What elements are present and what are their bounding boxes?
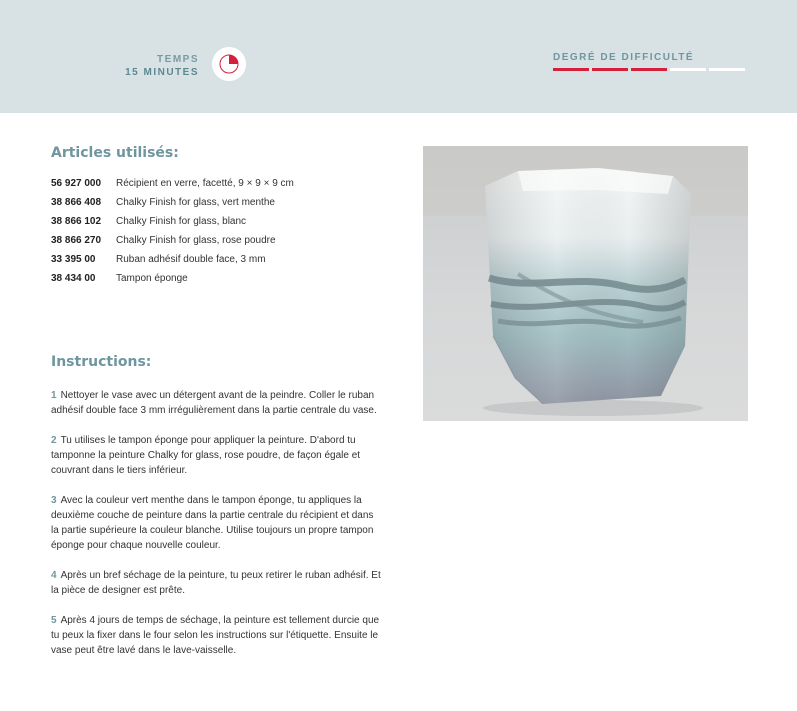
articles-list — [51, 177, 411, 291]
instruction-step — [51, 388, 381, 418]
article-description: Ruban adhésif double face, 3 mm — [116, 254, 266, 265]
clock-pie-icon — [219, 54, 239, 74]
article-number: 33 395 00 — [51, 254, 96, 265]
article-number: 38 866 408 — [51, 197, 102, 208]
article-description: Chalky Finish for glass, rose poudre — [116, 235, 276, 246]
clock-icon — [212, 47, 246, 81]
vase-illustration — [423, 146, 748, 421]
list-item — [51, 177, 411, 196]
difficulty-bar — [709, 68, 745, 71]
article-description: Récipient en verre, facetté, 9 × 9 × 9 cm — [116, 178, 294, 189]
step-number: 2 — [51, 435, 57, 446]
article-number: 38 434 00 — [51, 273, 96, 284]
step-text: Après 4 jours de temps de séchage, la peinture est tellement durcie que tu peux la fixer dans le four selon les instructions sur l'étiquette. Ensuite le vase peut être lavé dans le lave-vaisselle. — [51, 615, 380, 656]
step-text: Tu utilises le tampon éponge pour appliquer la peinture. D'abord tu tamponne la peinture Chalky for glass, rose poudre, de façon égale et couvrant dans le tiers inférieur. — [51, 435, 361, 476]
article-description: Chalky Finish for glass, blanc — [116, 216, 247, 227]
difficulty-bar — [592, 68, 628, 71]
list-item — [51, 234, 411, 253]
step-number: 5 — [51, 615, 57, 626]
articles-title: Articles utilisés: — [51, 145, 179, 161]
step-number: 1 — [51, 390, 57, 401]
step-number: 4 — [51, 570, 57, 581]
step-text: Après un bref séchage de la peinture, tu peux retirer le ruban adhésif. Et la pièce de designer est prête. — [51, 570, 381, 596]
vase-photo — [423, 146, 748, 421]
difficulty-meter — [553, 68, 745, 71]
time-value: 15 MINUTES — [125, 67, 199, 78]
article-description: Tampon éponge — [116, 273, 188, 284]
article-number: 38 866 270 — [51, 235, 102, 246]
instruction-step — [51, 568, 381, 598]
list-item — [51, 272, 411, 291]
difficulty-bar — [670, 68, 706, 71]
article-number: 38 866 102 — [51, 216, 102, 227]
list-item — [51, 196, 411, 215]
step-text: Nettoyer le vase avec un détergent avant de la peindre. Coller le ruban adhésif double face 3 mm irrégulièrement dans la partie centrale du vase. — [51, 390, 377, 416]
instructions-list — [51, 388, 381, 673]
list-item — [51, 215, 411, 234]
article-description: Chalky Finish for glass, vert menthe — [116, 197, 275, 208]
difficulty-label: DEGRÉ DE DIFFICULTÉ — [553, 52, 695, 63]
difficulty-bar — [553, 68, 589, 71]
step-number: 3 — [51, 495, 57, 506]
instruction-step — [51, 493, 381, 553]
step-text: Avec la couleur vert menthe dans le tampon éponge, tu appliques la deuxième couche de peinture dans la partie centrale du récipient et dans la partie supérieure la couleur blanche. Utilise toujours un propre tampon éponge pour chaque nouvelle couleur. — [51, 495, 374, 551]
instruction-step — [51, 613, 381, 658]
time-info — [125, 53, 199, 79]
time-label: TEMPS — [157, 54, 199, 65]
article-number: 56 927 000 — [51, 178, 102, 189]
header-banner — [0, 0, 797, 113]
instruction-step — [51, 433, 381, 478]
list-item — [51, 253, 411, 272]
difficulty-bar — [631, 68, 667, 71]
instructions-title: Instructions: — [51, 354, 152, 370]
clock-slice — [229, 55, 238, 64]
